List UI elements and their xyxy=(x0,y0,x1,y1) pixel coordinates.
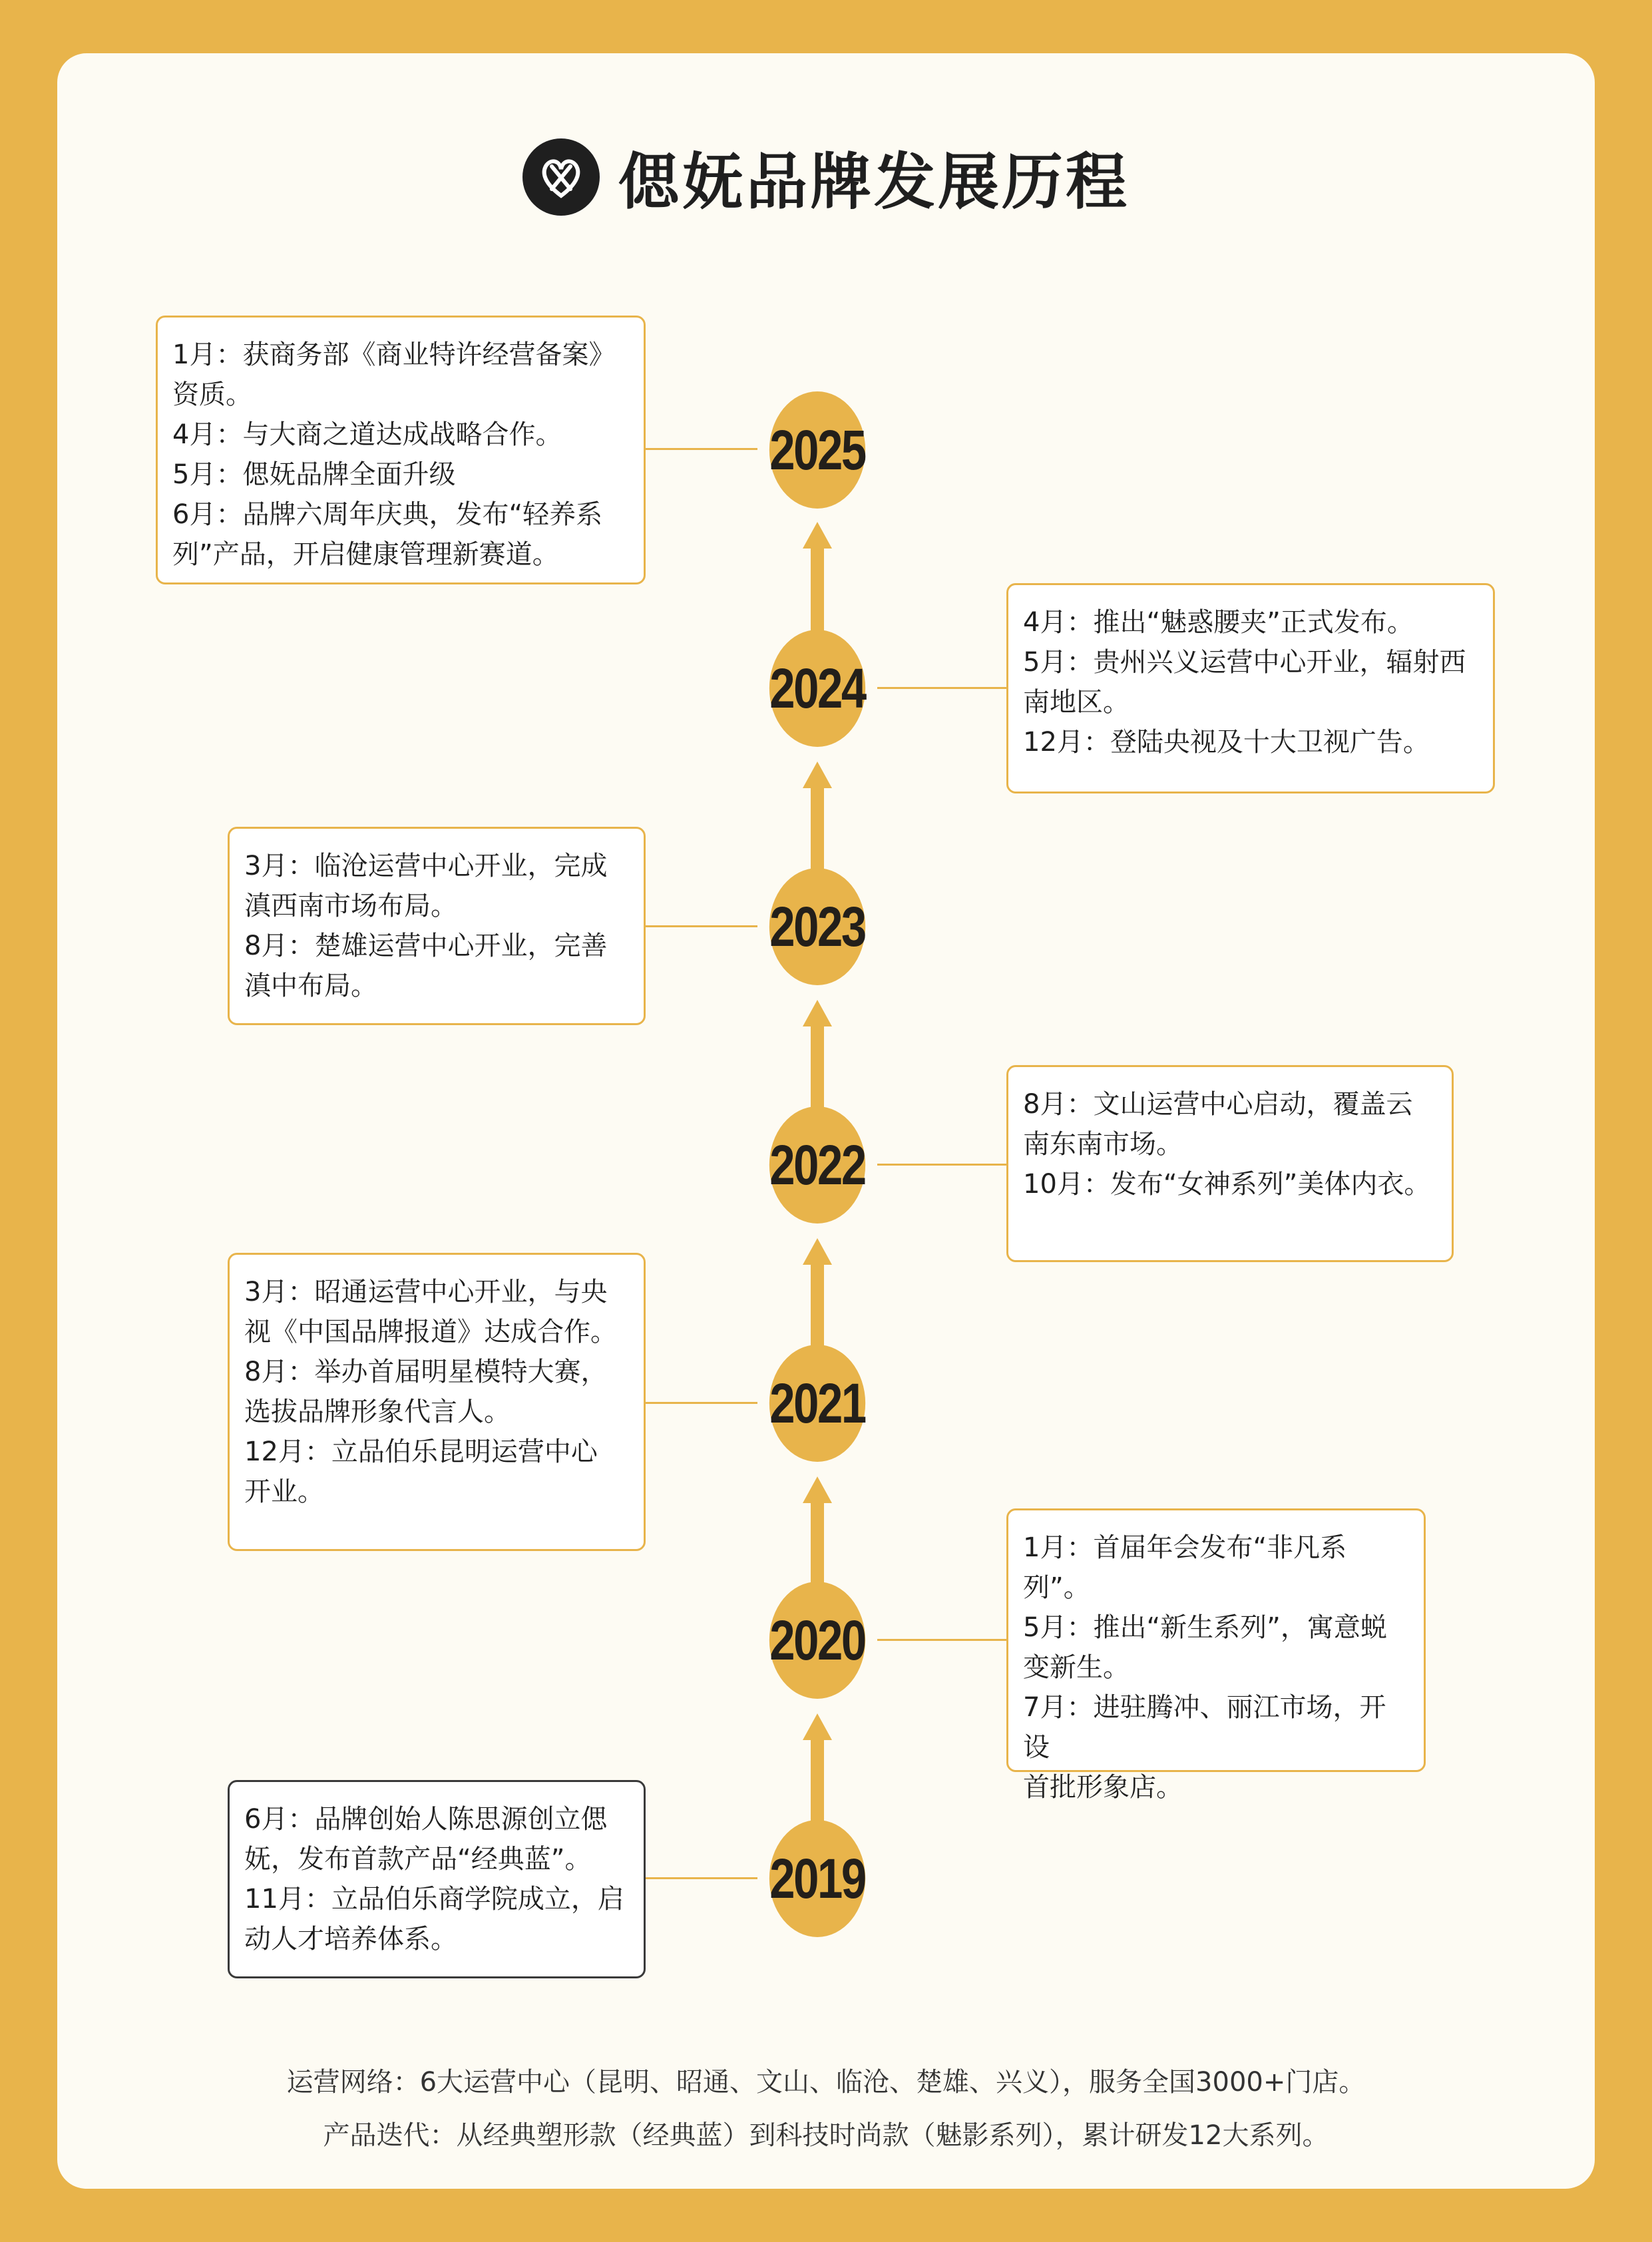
page-title: 偲妩品牌发展历程 xyxy=(618,146,1130,218)
event-line: 滇中布局。 xyxy=(244,971,377,1001)
timeline-arrow-shaft xyxy=(811,1737,824,1825)
event-line: 开业。 xyxy=(244,1476,324,1507)
year-2020: 2020 xyxy=(769,1582,865,1699)
year-2022: 2022 xyxy=(769,1106,865,1224)
connector-2024 xyxy=(877,687,1009,689)
event-line: 动人才培养体系。 xyxy=(244,1924,457,1954)
event-line: 8月：文山运营中心启动，覆盖云 xyxy=(1023,1089,1413,1120)
event-line: 11月：立品伯乐商学院成立，启 xyxy=(244,1884,624,1914)
event-line: 妩，发布首款产品“经典蓝”。 xyxy=(244,1844,592,1875)
event-line: 滇西南市场布局。 xyxy=(244,891,457,921)
connector-2021 xyxy=(644,1402,757,1404)
event-line: 3月：昭通运营中心开业，与央 xyxy=(244,1277,608,1307)
event-line: 7月：进驻腾冲、丽江市场，开设 xyxy=(1023,1692,1386,1763)
timeline-arrow-head xyxy=(803,522,832,549)
connector-2023 xyxy=(644,925,757,927)
timeline-arrow-shaft xyxy=(811,1500,824,1583)
year-2024: 2024 xyxy=(769,630,865,747)
events-2025 xyxy=(156,316,646,584)
event-line: 5月：偲妩品牌全面升级 xyxy=(172,459,456,490)
events-2023 xyxy=(228,827,646,1025)
year-2023: 2023 xyxy=(769,868,865,985)
event-line: 1月：首届年会发布“非凡系 xyxy=(1023,1532,1347,1563)
brand-logo-icon xyxy=(522,138,600,216)
timeline-arrow-shaft xyxy=(811,1024,824,1108)
event-line: 6月：品牌创始人陈思源创立偲 xyxy=(244,1804,608,1835)
timeline-arrow-head xyxy=(803,762,832,788)
events-2022 xyxy=(1006,1065,1454,1262)
events-2020 xyxy=(1006,1508,1426,1803)
event-line: 8月：举办首届明星模特大赛， xyxy=(244,1357,608,1387)
events-2021 xyxy=(228,1253,646,1551)
event-line: 列”。 xyxy=(1023,1572,1090,1603)
event-line: 资质。 xyxy=(172,379,252,410)
timeline-arrow-head xyxy=(803,1476,832,1503)
event-line: 12月：登陆央视及十大卫视广告。 xyxy=(1023,727,1430,758)
events-2024 xyxy=(1006,583,1495,793)
event-line: 视《中国品牌报道》达成合作。 xyxy=(244,1317,617,1347)
event-line: 12月：立品伯乐昆明运营中心 xyxy=(244,1437,598,1467)
year-2025: 2025 xyxy=(769,391,865,509)
timeline-arrow-shaft xyxy=(811,1262,824,1351)
footer-operations: 运营网络：6大运营中心（昆明、昭通、文山、临沧、楚雄、兴义），服务全国3000+门店。 xyxy=(286,2067,1366,2098)
event-line: 3月：临沧运营中心开业，完成 xyxy=(244,851,608,881)
connector-2020 xyxy=(877,1639,1009,1641)
event-line: 8月：楚雄运营中心开业，完善 xyxy=(244,931,608,961)
event-line: 列”产品，开启健康管理新赛道。 xyxy=(172,539,559,570)
event-line: 南地区。 xyxy=(1023,687,1130,718)
event-line: 首批形象店。 xyxy=(1023,1772,1183,1803)
year-2019: 2019 xyxy=(769,1820,865,1937)
event-line: 6月：品牌六周年庆典，发布“轻养系 xyxy=(172,499,603,530)
connector-2022 xyxy=(877,1164,1009,1166)
timeline-arrow-shaft xyxy=(811,785,824,869)
event-line: 4月：与大商之道达成战略合作。 xyxy=(172,419,562,450)
timeline-arrow-head xyxy=(803,1713,832,1740)
timeline-arrow-head xyxy=(803,1238,832,1265)
event-line: 5月：推出“新生系列”，寓意蜕 xyxy=(1023,1612,1387,1643)
event-line: 南东南市场。 xyxy=(1023,1129,1183,1160)
event-line: 选拔品牌形象代言人。 xyxy=(244,1397,511,1427)
event-line: 4月：推出“魅惑腰夹”正式发布。 xyxy=(1023,607,1414,638)
connector-2025 xyxy=(644,448,757,450)
event-line: 5月：贵州兴义运营中心开业，辐射西 xyxy=(1023,647,1466,678)
events-2019 xyxy=(228,1780,646,1978)
connector-2019 xyxy=(644,1877,757,1879)
event-line: 变新生。 xyxy=(1023,1652,1130,1683)
year-2021: 2021 xyxy=(769,1345,865,1462)
event-line: 10月：发布“女神系列”美体内衣。 xyxy=(1023,1169,1431,1200)
footer-products: 产品迭代：从经典塑形款（经典蓝）到科技时尚款（魅影系列），累计研发12大系列。 xyxy=(323,2120,1329,2151)
timeline-arrow-shaft xyxy=(811,546,824,632)
timeline-arrow-head xyxy=(803,1000,832,1026)
event-line: 1月：获商务部《商业特许经营备案》 xyxy=(172,339,616,370)
header xyxy=(0,133,1652,221)
